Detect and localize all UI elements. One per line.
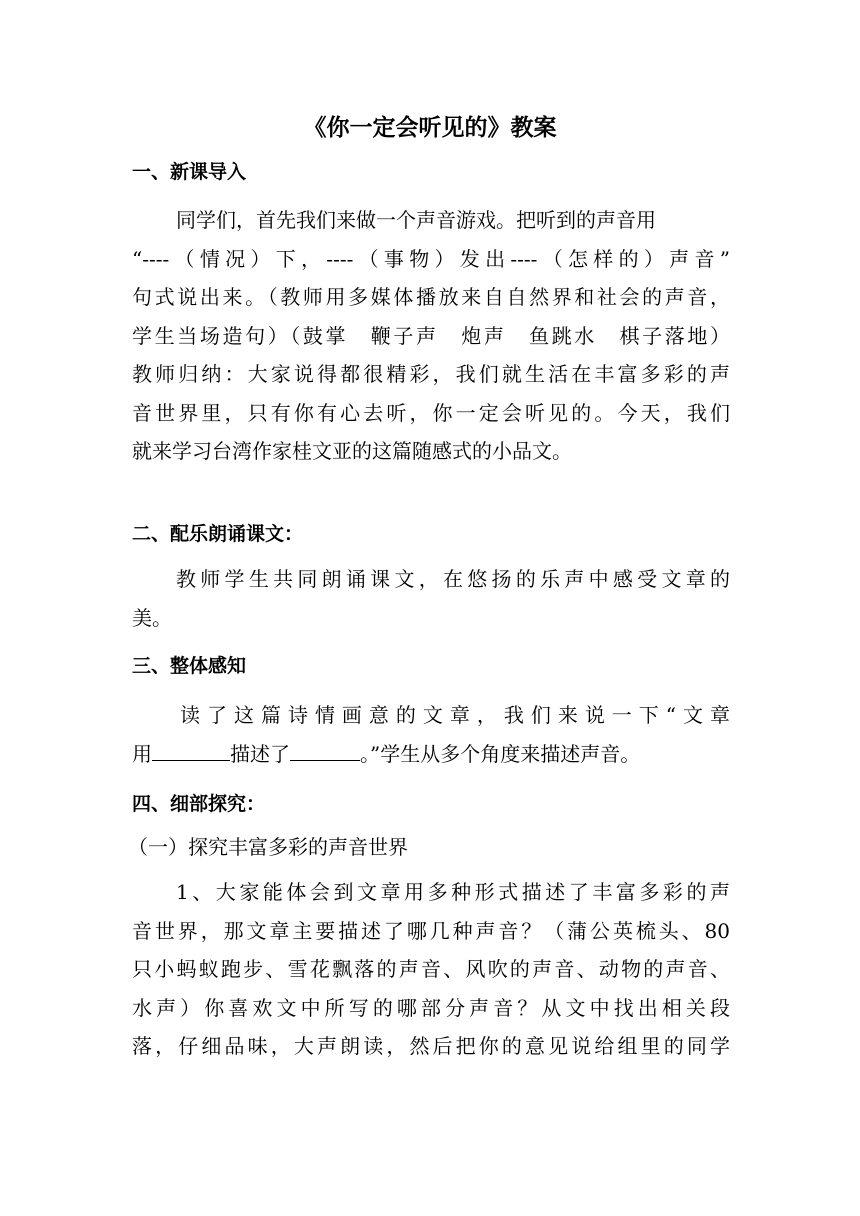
text-line: 句式说出来。（教师用多媒体播放来自自然界和社会的声音，: [132, 285, 730, 309]
text-line: “----（情况）下，----（事物）发出----（怎样的）声音”: [132, 246, 730, 271]
text-line: 学生当场造句）（鼓掌 鞭子声 炮声 鱼跳水 棋子落地）: [132, 323, 730, 348]
text-fragment: 用: [132, 741, 152, 766]
text-line: 音世界里，只有你有心去听，你一定会听见的。今天，我们: [132, 400, 730, 425]
text-line: 水声）你喜欢文中所写的哪部分声音？从文中找出相关段: [132, 995, 730, 1020]
fill-blank-1: [152, 738, 230, 761]
subsection-heading: [128, 828, 726, 867]
section-heading-intro: 一、新课导入: [132, 161, 247, 183]
text-line: 教师归纳：大家说得都很精彩，我们就生活在丰富多彩的声: [132, 362, 730, 386]
text-fragment: 描述了: [230, 741, 290, 766]
fill-blank-2: [290, 738, 360, 761]
text-line: （一）探究丰富多彩的声音世界: [128, 835, 408, 859]
paragraph-detail: [132, 873, 730, 1066]
text-line: 只小蚂蚁跑步、雪花飘落的声音、风吹的声音、动物的声音、: [132, 957, 730, 981]
text-line: 美。: [132, 605, 172, 630]
text-line: 1、大家能体会到文章用多种形式描述了丰富多彩的声: [176, 880, 730, 904]
paragraph-intro: [132, 201, 730, 471]
text-line-with-blanks: [132, 735, 730, 774]
text-line: 落，仔细品味，大声朗读，然后把你的意见说给组里的同学: [132, 1034, 730, 1058]
text-line: 音世界，那文章主要描述了哪几种声音？（蒲公英梳头、80: [132, 918, 730, 943]
text-line: 读了这篇诗情画意的文章，我们来说一下“文章: [180, 703, 730, 727]
text-line: 同学们，首先我们来做一个声音游戏。把听到的声音用: [176, 208, 656, 232]
paragraph-overview: [132, 696, 730, 773]
text-fragment: 。”学生从多个角度来描述声音。: [360, 741, 641, 766]
text-line: 就来学习台湾作家桂文亚的这篇随感式的小品文。: [132, 439, 572, 463]
section-heading-recitation: 二、配乐朗诵课文：: [132, 523, 304, 545]
text-line: 教师学生共同朗诵课文，在悠扬的乐声中感受文章的: [176, 567, 730, 591]
section-heading-overview: 三、整体感知: [132, 655, 247, 677]
document-title: 《你一定会听见的》教案: [303, 114, 557, 141]
paragraph-recitation: [132, 560, 730, 637]
section-heading-detail: 四、细部探究：: [132, 793, 266, 815]
